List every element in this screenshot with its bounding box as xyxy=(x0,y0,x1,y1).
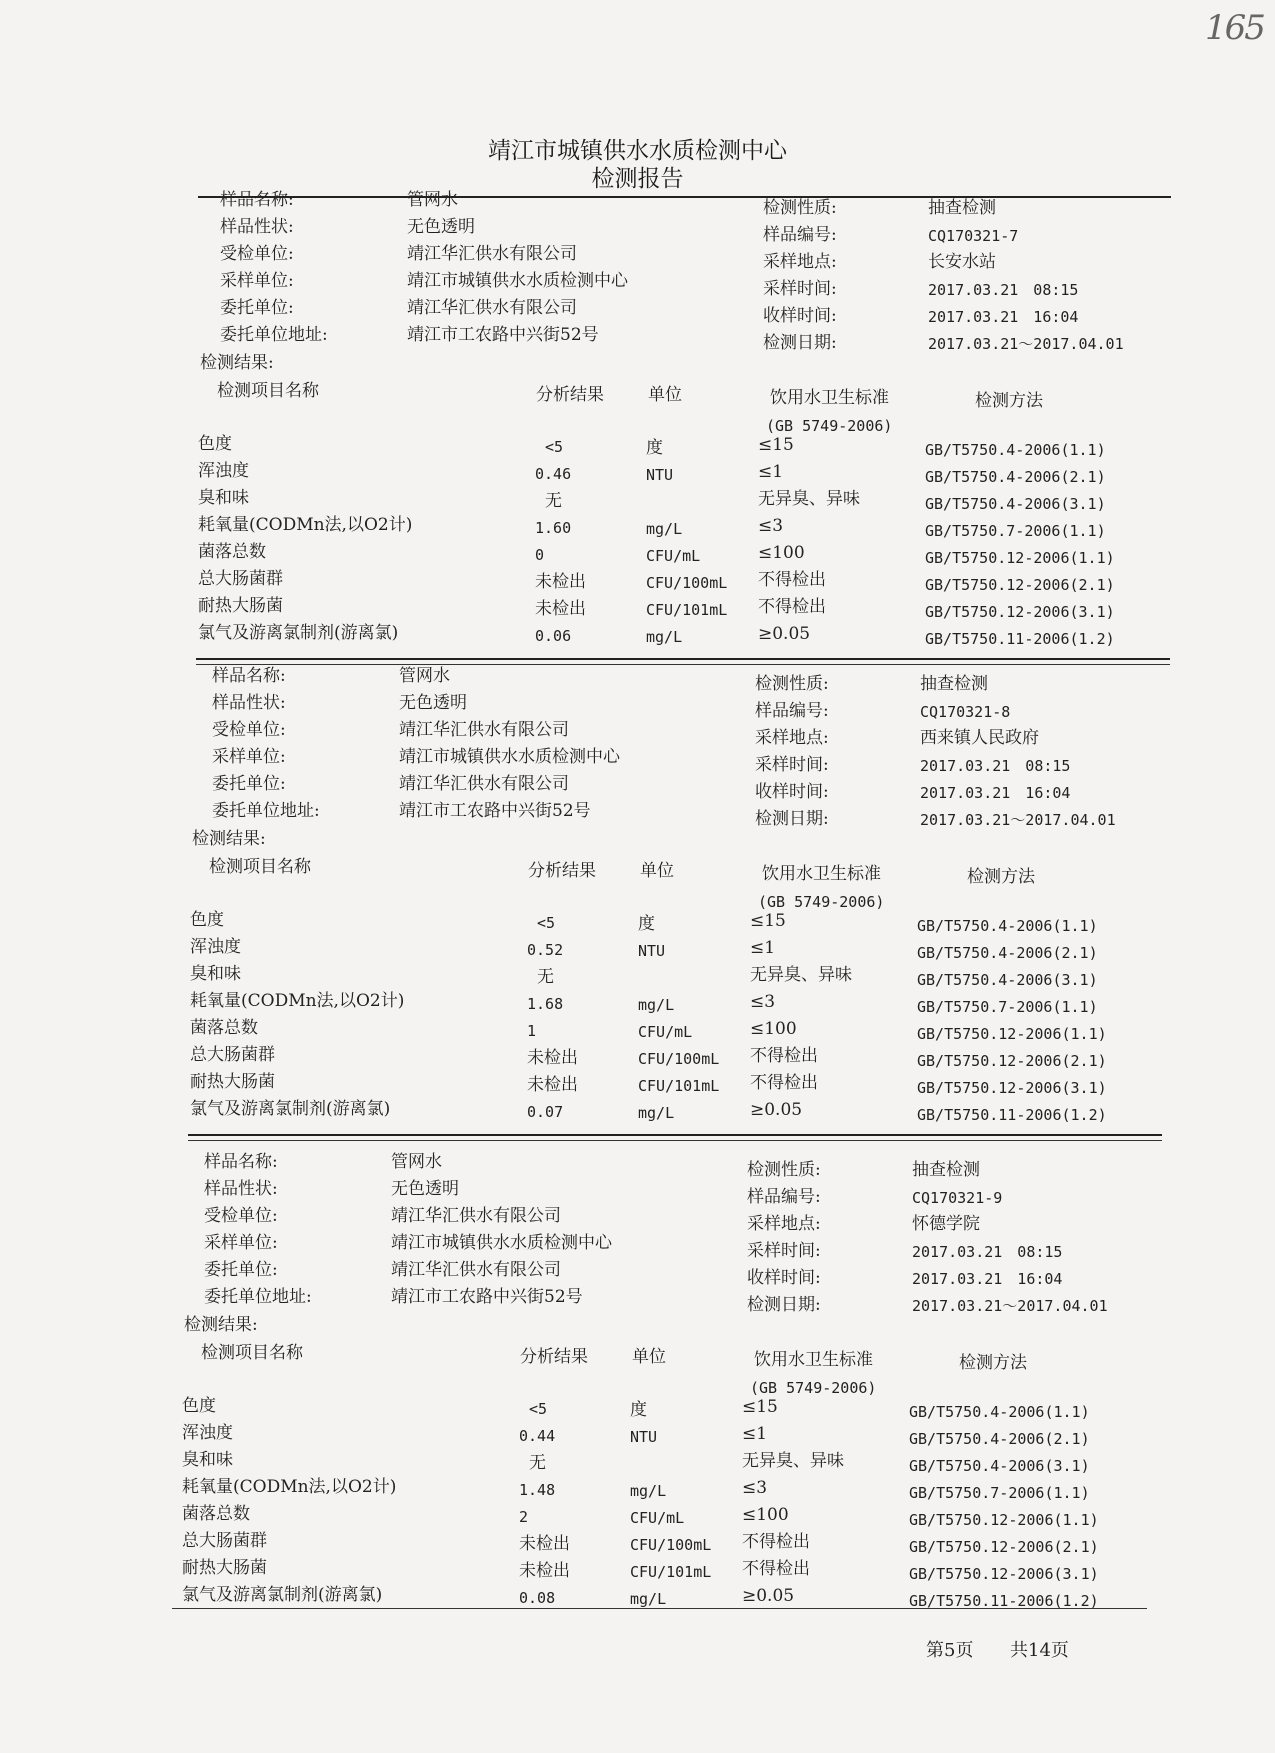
value-sample-name: 管网水 xyxy=(407,190,458,210)
item-name: 浑浊度 xyxy=(182,1423,233,1443)
item-name: 总大肠菌群 xyxy=(198,569,283,589)
label-sample-name: 样品名称: xyxy=(220,190,294,210)
item-unit: 度 xyxy=(630,1400,647,1420)
label-client-unit: 委托单位: xyxy=(220,298,294,318)
item-name: 浑浊度 xyxy=(198,461,249,481)
value-inspected-unit: 靖江华汇供水有限公司 xyxy=(391,1206,561,1226)
col-standard-ref: (GB 5749-2006) xyxy=(750,1379,877,1397)
label-sample-no: 样品编号: xyxy=(747,1187,821,1207)
label-results: 检测结果: xyxy=(184,1315,258,1335)
item-unit: NTU xyxy=(630,1428,658,1446)
item-method: GB/T5750.12-2006(3.1) xyxy=(909,1565,1099,1583)
item-method: GB/T5750.11-2006(1.2) xyxy=(925,630,1115,648)
item-name: 耗氧量(CODMn法,以O2计) xyxy=(182,1477,397,1497)
handwritten-page-mark: 165 xyxy=(1205,8,1264,48)
col-unit-header: 单位 xyxy=(632,1347,666,1367)
item-name: 色度 xyxy=(190,910,224,930)
col-unit-header: 单位 xyxy=(648,385,682,405)
item-unit: mg/L xyxy=(638,996,675,1014)
value-sampling-unit: 靖江市城镇供水水质检测中心 xyxy=(399,747,620,767)
item-standard: ≤3 xyxy=(750,992,776,1012)
value-test-date: 2017.03.21～2017.04.01 xyxy=(928,335,1124,353)
item-name: 耐热大肠菌 xyxy=(190,1072,275,1092)
item-method: GB/T5750.12-2006(3.1) xyxy=(917,1079,1107,1097)
value-receive-time: 2017.03.21 16:04 xyxy=(912,1270,1063,1288)
label-receive-time: 收样时间: xyxy=(747,1268,821,1288)
sample-block-2 xyxy=(0,476,1267,1124)
value-client-address: 靖江市工农路中兴街52号 xyxy=(391,1287,583,1307)
label-client-address: 委托单位地址: xyxy=(204,1287,312,1307)
item-standard: ≤15 xyxy=(750,911,786,931)
item-result: 无 xyxy=(529,1453,546,1473)
item-unit: CFU/101mL xyxy=(646,601,728,619)
item-unit: CFU/100mL xyxy=(646,574,728,592)
label-inspected-unit: 受检单位: xyxy=(220,244,294,264)
col-method-header: 检测方法 xyxy=(975,391,1043,411)
value-client-unit: 靖江华汇供水有限公司 xyxy=(399,774,569,794)
label-client-unit: 委托单位: xyxy=(212,774,286,794)
col-item-header: 检测项目名称 xyxy=(209,857,311,877)
item-result: 1.68 xyxy=(527,995,564,1013)
value-inspected-unit: 靖江华汇供水有限公司 xyxy=(399,720,569,740)
item-result: <5 xyxy=(529,1400,548,1418)
item-standard: ≤1 xyxy=(750,938,776,958)
item-standard: 无异臭、异味 xyxy=(742,1451,844,1471)
item-method: GB/T5750.12-2006(2.1) xyxy=(917,1052,1107,1070)
item-standard: 无异臭、异味 xyxy=(758,489,860,509)
label-client-unit: 委托单位: xyxy=(204,1260,278,1280)
value-test-nature: 抽查检测 xyxy=(920,674,988,694)
item-result: 1.48 xyxy=(519,1481,556,1499)
item-result: 未检出 xyxy=(519,1534,570,1554)
item-result: 0 xyxy=(535,546,545,564)
item-result: 未检出 xyxy=(519,1561,570,1581)
label-test-date: 检测日期: xyxy=(755,809,829,829)
org-title: 靖江市城镇供水水质检测中心 xyxy=(488,138,787,164)
item-result: 0.06 xyxy=(535,627,572,645)
value-sample-no: CQ170321-9 xyxy=(912,1189,1003,1207)
col-result-header: 分析结果 xyxy=(528,861,596,881)
item-unit: 度 xyxy=(638,914,655,934)
item-unit: CFU/mL xyxy=(638,1023,693,1041)
item-method: GB/T5750.4-2006(2.1) xyxy=(917,944,1098,962)
value-sample-state: 无色透明 xyxy=(407,217,475,237)
item-result: <5 xyxy=(537,914,556,932)
item-name: 菌落总数 xyxy=(190,1018,258,1038)
item-method: GB/T5750.4-2006(1.1) xyxy=(917,917,1098,935)
item-method: GB/T5750.4-2006(1.1) xyxy=(909,1403,1090,1421)
label-sample-state: 样品性状: xyxy=(212,693,286,713)
item-result: 未检出 xyxy=(527,1075,578,1095)
label-sampling-time: 采样时间: xyxy=(747,1241,821,1261)
item-result: 未检出 xyxy=(535,572,586,592)
block-rule-second xyxy=(188,1140,1162,1141)
value-test-nature: 抽查检测 xyxy=(928,198,996,218)
item-standard: ≥0.05 xyxy=(758,624,811,644)
item-standard: 不得检出 xyxy=(742,1559,810,1579)
item-name: 耐热大肠菌 xyxy=(198,596,283,616)
item-standard: 不得检出 xyxy=(758,570,826,590)
col-standard-header: 饮用水卫生标准 xyxy=(770,388,889,408)
col-standard-ref: (GB 5749-2006) xyxy=(758,893,885,911)
item-method: GB/T5750.7-2006(1.1) xyxy=(925,522,1106,540)
item-unit: mg/L xyxy=(638,1104,675,1122)
item-name: 总大肠菌群 xyxy=(190,1045,275,1065)
item-standard: ≥0.05 xyxy=(742,1586,795,1606)
item-standard: ≤15 xyxy=(742,1397,778,1417)
col-item-header: 检测项目名称 xyxy=(217,381,319,401)
value-receive-time: 2017.03.21 16:04 xyxy=(920,784,1071,802)
value-client-address: 靖江市工农路中兴街52号 xyxy=(399,801,591,821)
label-test-nature: 检测性质: xyxy=(747,1160,821,1180)
item-method: GB/T5750.12-2006(1.1) xyxy=(909,1511,1099,1529)
item-name: 氯气及游离氯制剂(游离氯) xyxy=(182,1585,383,1605)
value-test-date: 2017.03.21～2017.04.01 xyxy=(912,1297,1108,1315)
item-standard: ≤15 xyxy=(758,435,794,455)
label-sampling-unit: 采样单位: xyxy=(204,1233,278,1253)
item-method: GB/T5750.4-2006(2.1) xyxy=(909,1430,1090,1448)
bottom-rule xyxy=(172,1608,1147,1609)
col-method-header: 检测方法 xyxy=(967,867,1035,887)
item-unit: NTU xyxy=(638,942,666,960)
label-inspected-unit: 受检单位: xyxy=(204,1206,278,1226)
item-standard: ≤3 xyxy=(758,516,784,536)
item-method: GB/T5750.12-2006(1.1) xyxy=(925,549,1115,567)
item-name: 臭和味 xyxy=(198,488,249,508)
item-name: 耗氧量(CODMn法,以O2计) xyxy=(198,515,413,535)
label-test-nature: 检测性质: xyxy=(763,198,837,218)
item-method: GB/T5750.4-2006(1.1) xyxy=(925,441,1106,459)
top-rule xyxy=(198,196,1171,198)
label-receive-time: 收样时间: xyxy=(763,306,837,326)
item-standard: ≥0.05 xyxy=(750,1100,803,1120)
col-unit-header: 单位 xyxy=(640,861,674,881)
item-name: 菌落总数 xyxy=(198,542,266,562)
value-client-unit: 靖江华汇供水有限公司 xyxy=(391,1260,561,1280)
item-standard: 不得检出 xyxy=(750,1046,818,1066)
label-sampling-time: 采样时间: xyxy=(763,279,837,299)
item-name: 臭和味 xyxy=(190,964,241,984)
item-unit: CFU/101mL xyxy=(630,1563,712,1581)
item-method: GB/T5750.4-2006(3.1) xyxy=(917,971,1098,989)
item-result: 0.52 xyxy=(527,941,564,959)
item-method: GB/T5750.12-2006(3.1) xyxy=(925,603,1115,621)
label-sample-name: 样品名称: xyxy=(204,1152,278,1172)
col-standard-header: 饮用水卫生标准 xyxy=(754,1350,873,1370)
value-sample-name: 管网水 xyxy=(399,666,450,686)
footer-total: 共14页 xyxy=(1010,1640,1069,1661)
label-receive-time: 收样时间: xyxy=(755,782,829,802)
label-sample-name: 样品名称: xyxy=(212,666,286,686)
label-client-address: 委托单位地址: xyxy=(212,801,320,821)
item-result: 无 xyxy=(545,491,562,511)
label-sampling-unit: 采样单位: xyxy=(212,747,286,767)
item-unit: CFU/mL xyxy=(646,547,701,565)
item-method: GB/T5750.4-2006(3.1) xyxy=(909,1457,1090,1475)
value-test-date: 2017.03.21～2017.04.01 xyxy=(920,811,1116,829)
item-unit: CFU/101mL xyxy=(638,1077,720,1095)
value-sampling-site: 长安水站 xyxy=(928,252,996,272)
item-method: GB/T5750.12-2006(1.1) xyxy=(917,1025,1107,1043)
value-sampling-site: 怀德学院 xyxy=(912,1214,980,1234)
item-method: GB/T5750.11-2006(1.2) xyxy=(917,1106,1107,1124)
col-method-header: 检测方法 xyxy=(959,1353,1027,1373)
value-sample-state: 无色透明 xyxy=(399,693,467,713)
item-result: 0.08 xyxy=(519,1589,556,1607)
item-result: 0.07 xyxy=(527,1103,564,1121)
item-name: 浑浊度 xyxy=(190,937,241,957)
label-results: 检测结果: xyxy=(192,829,266,849)
item-unit: NTU xyxy=(646,466,674,484)
item-result: 未检出 xyxy=(527,1048,578,1068)
label-test-nature: 检测性质: xyxy=(755,674,829,694)
value-sample-no: CQ170321-8 xyxy=(920,703,1011,721)
item-name: 耗氧量(CODMn法,以O2计) xyxy=(190,991,405,1011)
item-standard: ≤1 xyxy=(742,1424,768,1444)
label-sampling-site: 采样地点: xyxy=(763,252,837,272)
report-title: 检测报告 xyxy=(591,166,684,192)
item-method: GB/T5750.4-2006(2.1) xyxy=(925,468,1106,486)
item-unit: mg/L xyxy=(646,520,683,538)
label-sampling-unit: 采样单位: xyxy=(220,271,294,291)
item-unit: mg/L xyxy=(630,1482,667,1500)
label-test-date: 检测日期: xyxy=(747,1295,821,1315)
item-name: 氯气及游离氯制剂(游离氯) xyxy=(198,623,399,643)
value-sampling-time: 2017.03.21 08:15 xyxy=(928,281,1079,299)
item-result: 未检出 xyxy=(535,599,586,619)
value-inspected-unit: 靖江华汇供水有限公司 xyxy=(407,244,577,264)
item-method: GB/T5750.7-2006(1.1) xyxy=(917,998,1098,1016)
item-result: 0.44 xyxy=(519,1427,556,1445)
value-client-address: 靖江市工农路中兴街52号 xyxy=(407,325,599,345)
col-standard-ref: (GB 5749-2006) xyxy=(766,417,893,435)
item-method: GB/T5750.12-2006(2.1) xyxy=(909,1538,1099,1556)
col-item-header: 检测项目名称 xyxy=(201,1343,303,1363)
item-unit: CFU/mL xyxy=(630,1509,685,1527)
label-client-address: 委托单位地址: xyxy=(220,325,328,345)
item-method: GB/T5750.7-2006(1.1) xyxy=(909,1484,1090,1502)
label-sample-state: 样品性状: xyxy=(204,1179,278,1199)
value-sampling-unit: 靖江市城镇供水水质检测中心 xyxy=(391,1233,612,1253)
value-receive-time: 2017.03.21 16:04 xyxy=(928,308,1079,326)
value-sampling-time: 2017.03.21 08:15 xyxy=(912,1243,1063,1261)
item-unit: CFU/100mL xyxy=(638,1050,720,1068)
item-method: GB/T5750.4-2006(3.1) xyxy=(925,495,1106,513)
item-result: 1.60 xyxy=(535,519,572,537)
label-sampling-time: 采样时间: xyxy=(755,755,829,775)
value-sampling-time: 2017.03.21 08:15 xyxy=(920,757,1071,775)
item-standard: ≤100 xyxy=(750,1019,797,1039)
item-name: 色度 xyxy=(198,434,232,454)
item-unit: 度 xyxy=(646,438,663,458)
label-results: 检测结果: xyxy=(200,353,274,373)
item-result: 无 xyxy=(537,967,554,987)
value-sample-name: 管网水 xyxy=(391,1152,442,1172)
block-rule-second xyxy=(196,664,1170,665)
item-unit: CFU/100mL xyxy=(630,1536,712,1554)
item-method: GB/T5750.12-2006(2.1) xyxy=(925,576,1115,594)
item-standard: 不得检出 xyxy=(742,1532,810,1552)
value-sampling-unit: 靖江市城镇供水水质检测中心 xyxy=(407,271,628,291)
item-name: 臭和味 xyxy=(182,1450,233,1470)
item-name: 总大肠菌群 xyxy=(182,1531,267,1551)
item-result: 1 xyxy=(527,1022,537,1040)
item-result: <5 xyxy=(545,438,564,456)
col-result-header: 分析结果 xyxy=(520,1347,588,1367)
item-standard: 无异臭、异味 xyxy=(750,965,852,985)
item-name: 氯气及游离氯制剂(游离氯) xyxy=(190,1099,391,1119)
item-unit: mg/L xyxy=(646,628,683,646)
value-sample-state: 无色透明 xyxy=(391,1179,459,1199)
block-rule xyxy=(188,1134,1162,1136)
col-standard-header: 饮用水卫生标准 xyxy=(762,864,881,884)
item-name: 耐热大肠菌 xyxy=(182,1558,267,1578)
label-test-date: 检测日期: xyxy=(763,333,837,353)
label-sample-no: 样品编号: xyxy=(755,701,829,721)
label-sample-no: 样品编号: xyxy=(763,225,837,245)
label-sample-state: 样品性状: xyxy=(220,217,294,237)
item-result: 2 xyxy=(519,1508,529,1526)
item-unit: mg/L xyxy=(630,1590,667,1608)
item-name: 菌落总数 xyxy=(182,1504,250,1524)
value-sampling-site: 西来镇人民政府 xyxy=(920,728,1039,748)
value-test-nature: 抽查检测 xyxy=(912,1160,980,1180)
label-sampling-site: 采样地点: xyxy=(755,728,829,748)
item-standard: 不得检出 xyxy=(750,1073,818,1093)
item-standard: ≤100 xyxy=(742,1505,789,1525)
value-sample-no: CQ170321-7 xyxy=(928,227,1019,245)
item-method: GB/T5750.11-2006(1.2) xyxy=(909,1592,1099,1610)
item-standard: ≤1 xyxy=(758,462,784,482)
footer-page: 第5页 xyxy=(926,1640,974,1661)
label-sampling-site: 采样地点: xyxy=(747,1214,821,1234)
label-inspected-unit: 受检单位: xyxy=(212,720,286,740)
item-standard: 不得检出 xyxy=(758,597,826,617)
item-standard: ≤100 xyxy=(758,543,805,563)
item-result: 0.46 xyxy=(535,465,572,483)
col-result-header: 分析结果 xyxy=(536,385,604,405)
item-name: 色度 xyxy=(182,1396,216,1416)
block-rule xyxy=(196,658,1170,660)
item-standard: ≤3 xyxy=(742,1478,768,1498)
value-client-unit: 靖江华汇供水有限公司 xyxy=(407,298,577,318)
